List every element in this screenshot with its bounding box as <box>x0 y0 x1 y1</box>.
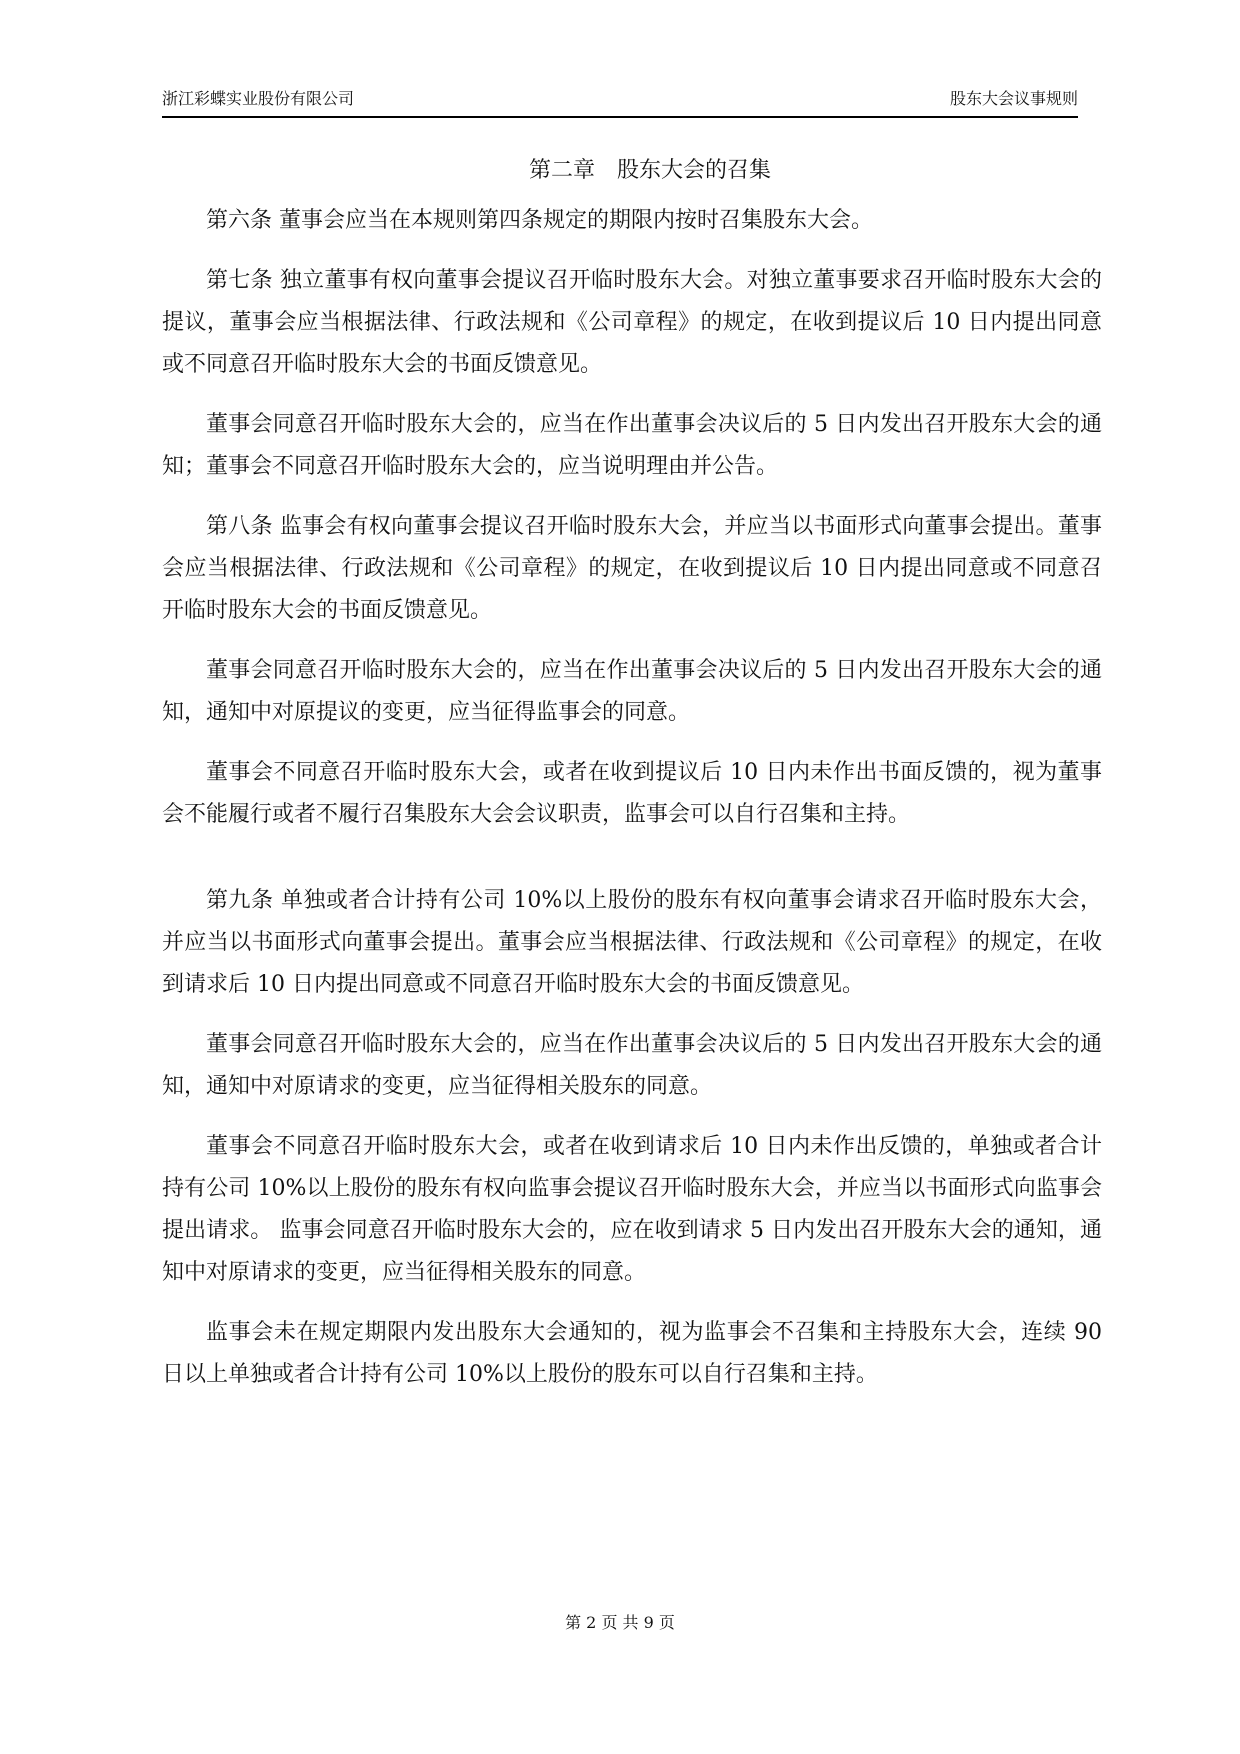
page-footer <box>0 1612 1240 1634</box>
article-9-paragraph-2: 董事会同意召开临时股东大会的，应当在作出董事会决议后的 5 日内发出召开股东大会的通知，通知中对原请求的变更，应当征得相关股东的同意。 <box>162 1032 1102 1099</box>
page-header <box>162 86 1078 118</box>
article-7: 第七条 独立董事有权向董事会提议召开临时股东大会。对独立董事要求召开临时股东大会的提议，董事会应当根据法律、行政法规和《公司章程》的规定，在收到提议后 10 日内提出同意或不同意召开临时股东大会的书面反馈意见。 <box>162 268 1102 377</box>
article-8-paragraph-3: 董事会不同意召开临时股东大会，或者在收到提议后 10 日内未作出书面反馈的，视为董事会不能履行或者不履行召集股东大会会议职责，监事会可以自行召集和主持。 <box>162 760 1102 827</box>
article-9: 第九条 单独或者合计持有公司 10%以上股份的股东有权向董事会请求召开临时股东大会，并应当以书面形式向董事会提出。董事会应当根据法律、行政法规和《公司章程》的规定，在收到请求后 10 日内提出同意或不同意召开临时股东大会的书面反馈意见。 <box>162 888 1102 997</box>
article-8: 第八条 监事会有权向董事会提议召开临时股东大会，并应当以书面形式向董事会提出。董事会应当根据法律、行政法规和《公司章程》的规定，在收到提议后 10 日内提出同意或不同意召开临时股东大会的书面反馈意见。 <box>162 514 1102 623</box>
article-7-paragraph-2: 董事会同意召开临时股东大会的，应当在作出董事会决议后的 5 日内发出召开股东大会的通知；董事会不同意召开临时股东大会的，应当说明理由并公告。 <box>162 412 1102 479</box>
article-6: 第六条 董事会应当在本规则第四条规定的期限内按时召集股东大会。 <box>206 208 873 233</box>
article-9-paragraph-4: 监事会未在规定期限内发出股东大会通知的，视为监事会不召集和主持股东大会，连续 90 日以上单独或者合计持有公司 10%以上股份的股东可以自行召集和主持。 <box>162 1320 1102 1387</box>
article-9-paragraph-3: 董事会不同意召开临时股东大会，或者在收到请求后 10 日内未作出反馈的，单独或者合计持有公司 10%以上股份的股东有权向监事会提议召开临时股东大会，并应当以书面形式向监事会提出请求。 监事会同意召开临时股东大会的，应在收到请求 5 日内发出召开股东大会的通知，通知中对原请求的变更，应当征得相关股东的同意。 <box>162 1134 1102 1285</box>
article-8-paragraph-2: 董事会同意召开临时股东大会的，应当在作出董事会决议后的 5 日内发出召开股东大会的通知，通知中对原提议的变更，应当征得监事会的同意。 <box>162 658 1102 725</box>
header-company-name: 浙江彩蝶实业股份有限公司 <box>162 89 355 108</box>
header-document-title: 股东大会议事规则 <box>949 89 1078 108</box>
chapter-title: 第二章 股东大会的召集 <box>528 158 771 183</box>
page-number: 第 2 页 共 9 页 <box>565 1613 675 1632</box>
document-body <box>162 150 1102 1414</box>
